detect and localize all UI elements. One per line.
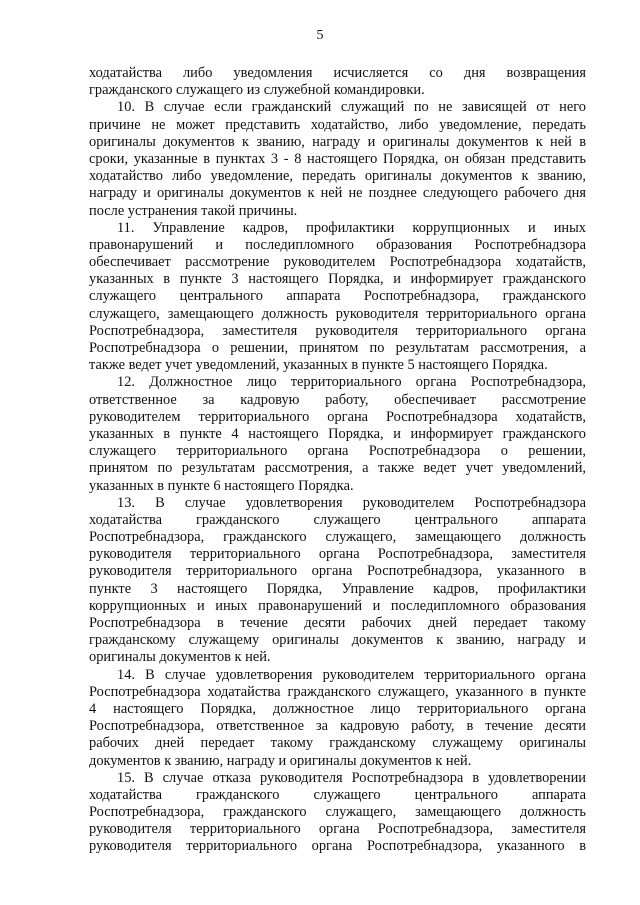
text-line: Роспотребнадзора в течение десяти рабочих дней передает такому: [89, 615, 586, 631]
text-line: Роспотребнадзора ходатайства гражданского служащего, указанного в пункте: [89, 683, 586, 700]
text-line: гражданского служащего из служебной командировки.: [89, 82, 425, 99]
text-line: ходатайства либо уведомления исчисляется со дня возвращения: [89, 65, 586, 81]
text-line: Роспотребнадзора, гражданского служащего, замещающего должность: [89, 529, 586, 546]
text-line: коррупционных и иных правонарушений и последипломного образования: [89, 597, 586, 614]
text-line: указанных в пункте 4 настоящего Порядка, и информирует гражданского: [89, 425, 586, 442]
page-number: 5: [316, 28, 324, 43]
text-line: после устранения такой причины.: [89, 202, 298, 219]
text-line: руководителя территориального органа Роспотребнадзора, указанного в: [89, 563, 586, 580]
text-line: служащего территориального органа Роспотребнадзора о решении,: [89, 443, 586, 460]
text-line: указанных в пункте 3 настоящего Порядка, и информирует гражданского: [89, 271, 586, 288]
text-line: руководителем территориального органа Роспотребнадзора ходатайств,: [89, 408, 586, 425]
paragraph: [89, 220, 586, 375]
text-line: Роспотребнадзора о решении, принятом по результатам рассмотрения, а: [89, 340, 586, 356]
text-line: ходатайства гражданского служащего центрального аппарата: [89, 786, 586, 803]
text-line: указанных в пункте 6 настоящего Порядка.: [89, 477, 354, 494]
text-line: принятом по результатам рассмотрения, а также ведет учет уведомлений,: [89, 460, 586, 477]
text-line: руководителя территориального органа Роспотребнадзора, заместителя: [89, 546, 586, 563]
text-line: Роспотребнадзора, заместителя руководителя территориального органа: [89, 322, 586, 339]
text-line: 14. В случае удовлетворения руководителем территориального органа: [117, 666, 586, 683]
text-line: служащего центрального аппарата Роспотребнадзора, гражданского: [89, 288, 586, 305]
paragraph: [89, 374, 586, 494]
text-line: причине не может представить ходатайство, либо уведомление, передать: [89, 116, 586, 133]
text-line: руководителя территориального органа Роспотребнадзора, заместителя: [89, 821, 586, 838]
text-line: обеспечивает рассмотрение руководителем Роспотребнадзора ходатайств,: [89, 254, 586, 271]
text-line: 10. В случае если гражданский служащий по не зависящей от него: [117, 99, 586, 116]
text-line: 13. В случае удовлетворения руководителем Роспотребнадзора: [117, 494, 586, 511]
text-line: 12. Должностное лицо территориального органа Роспотребнадзора,: [117, 374, 586, 391]
text-line: 4 настоящего Порядка, должностное лицо территориального органа: [89, 700, 586, 717]
text-line: ходатайства гражданского служащего центрального аппарата: [89, 511, 586, 528]
text-line: руководителя территориального органа Роспотребнадзора, указанного в: [89, 838, 586, 855]
text-line: гражданскому служащему оригиналы документов к званию, награду и: [89, 632, 586, 649]
document-body: [89, 65, 586, 856]
paragraph: [89, 770, 586, 856]
paragraph: [89, 667, 586, 770]
text-line: оригиналы документов к званию, награду и оригиналы документов к ней в: [89, 133, 586, 150]
text-line: награду и оригиналы документов к ней не позднее следующего рабочего дня: [89, 185, 586, 202]
text-line: ответственное за кадровую работу, обеспечивает рассмотрение: [89, 391, 586, 408]
text-line: рабочих дней передает такому гражданскому служащему оригиналы: [89, 735, 586, 752]
text-line: пункте 3 настоящего Порядка, Управление кадров, профилактики: [89, 580, 586, 597]
paragraph: [89, 495, 586, 667]
text-line: документов к званию, награду и оригиналы документов к ней.: [89, 752, 472, 769]
text-line: Роспотребнадзора, гражданского служащего, замещающего должность: [89, 804, 586, 821]
text-line: служащего, замещающего должность руководителя территориального органа: [89, 305, 586, 322]
text-line: оригиналы документов к ней.: [89, 649, 271, 666]
text-line: 15. В случае отказа руководителя Роспотребнадзора в удовлетворении: [117, 769, 586, 786]
text-line: ходатайство либо уведомление, передать оригиналы документов к званию,: [89, 168, 586, 185]
paragraph: [89, 65, 586, 99]
text-line: Роспотребнадзора, ответственное за кадровую работу, в течение десяти: [89, 718, 586, 735]
text-line: сроки, указанные в пунктах 3 - 8 настоящего Порядка, он обязан представить: [89, 150, 586, 167]
text-line: правонарушений и последипломного образования Роспотребнадзора: [89, 236, 586, 253]
text-line: 11. Управление кадров, профилактики коррупционных и иных: [117, 219, 586, 236]
paragraph: [89, 99, 586, 219]
text-line: также ведет учет уведомлений, указанных в пункте 5 настоящего Порядка.: [89, 357, 548, 374]
